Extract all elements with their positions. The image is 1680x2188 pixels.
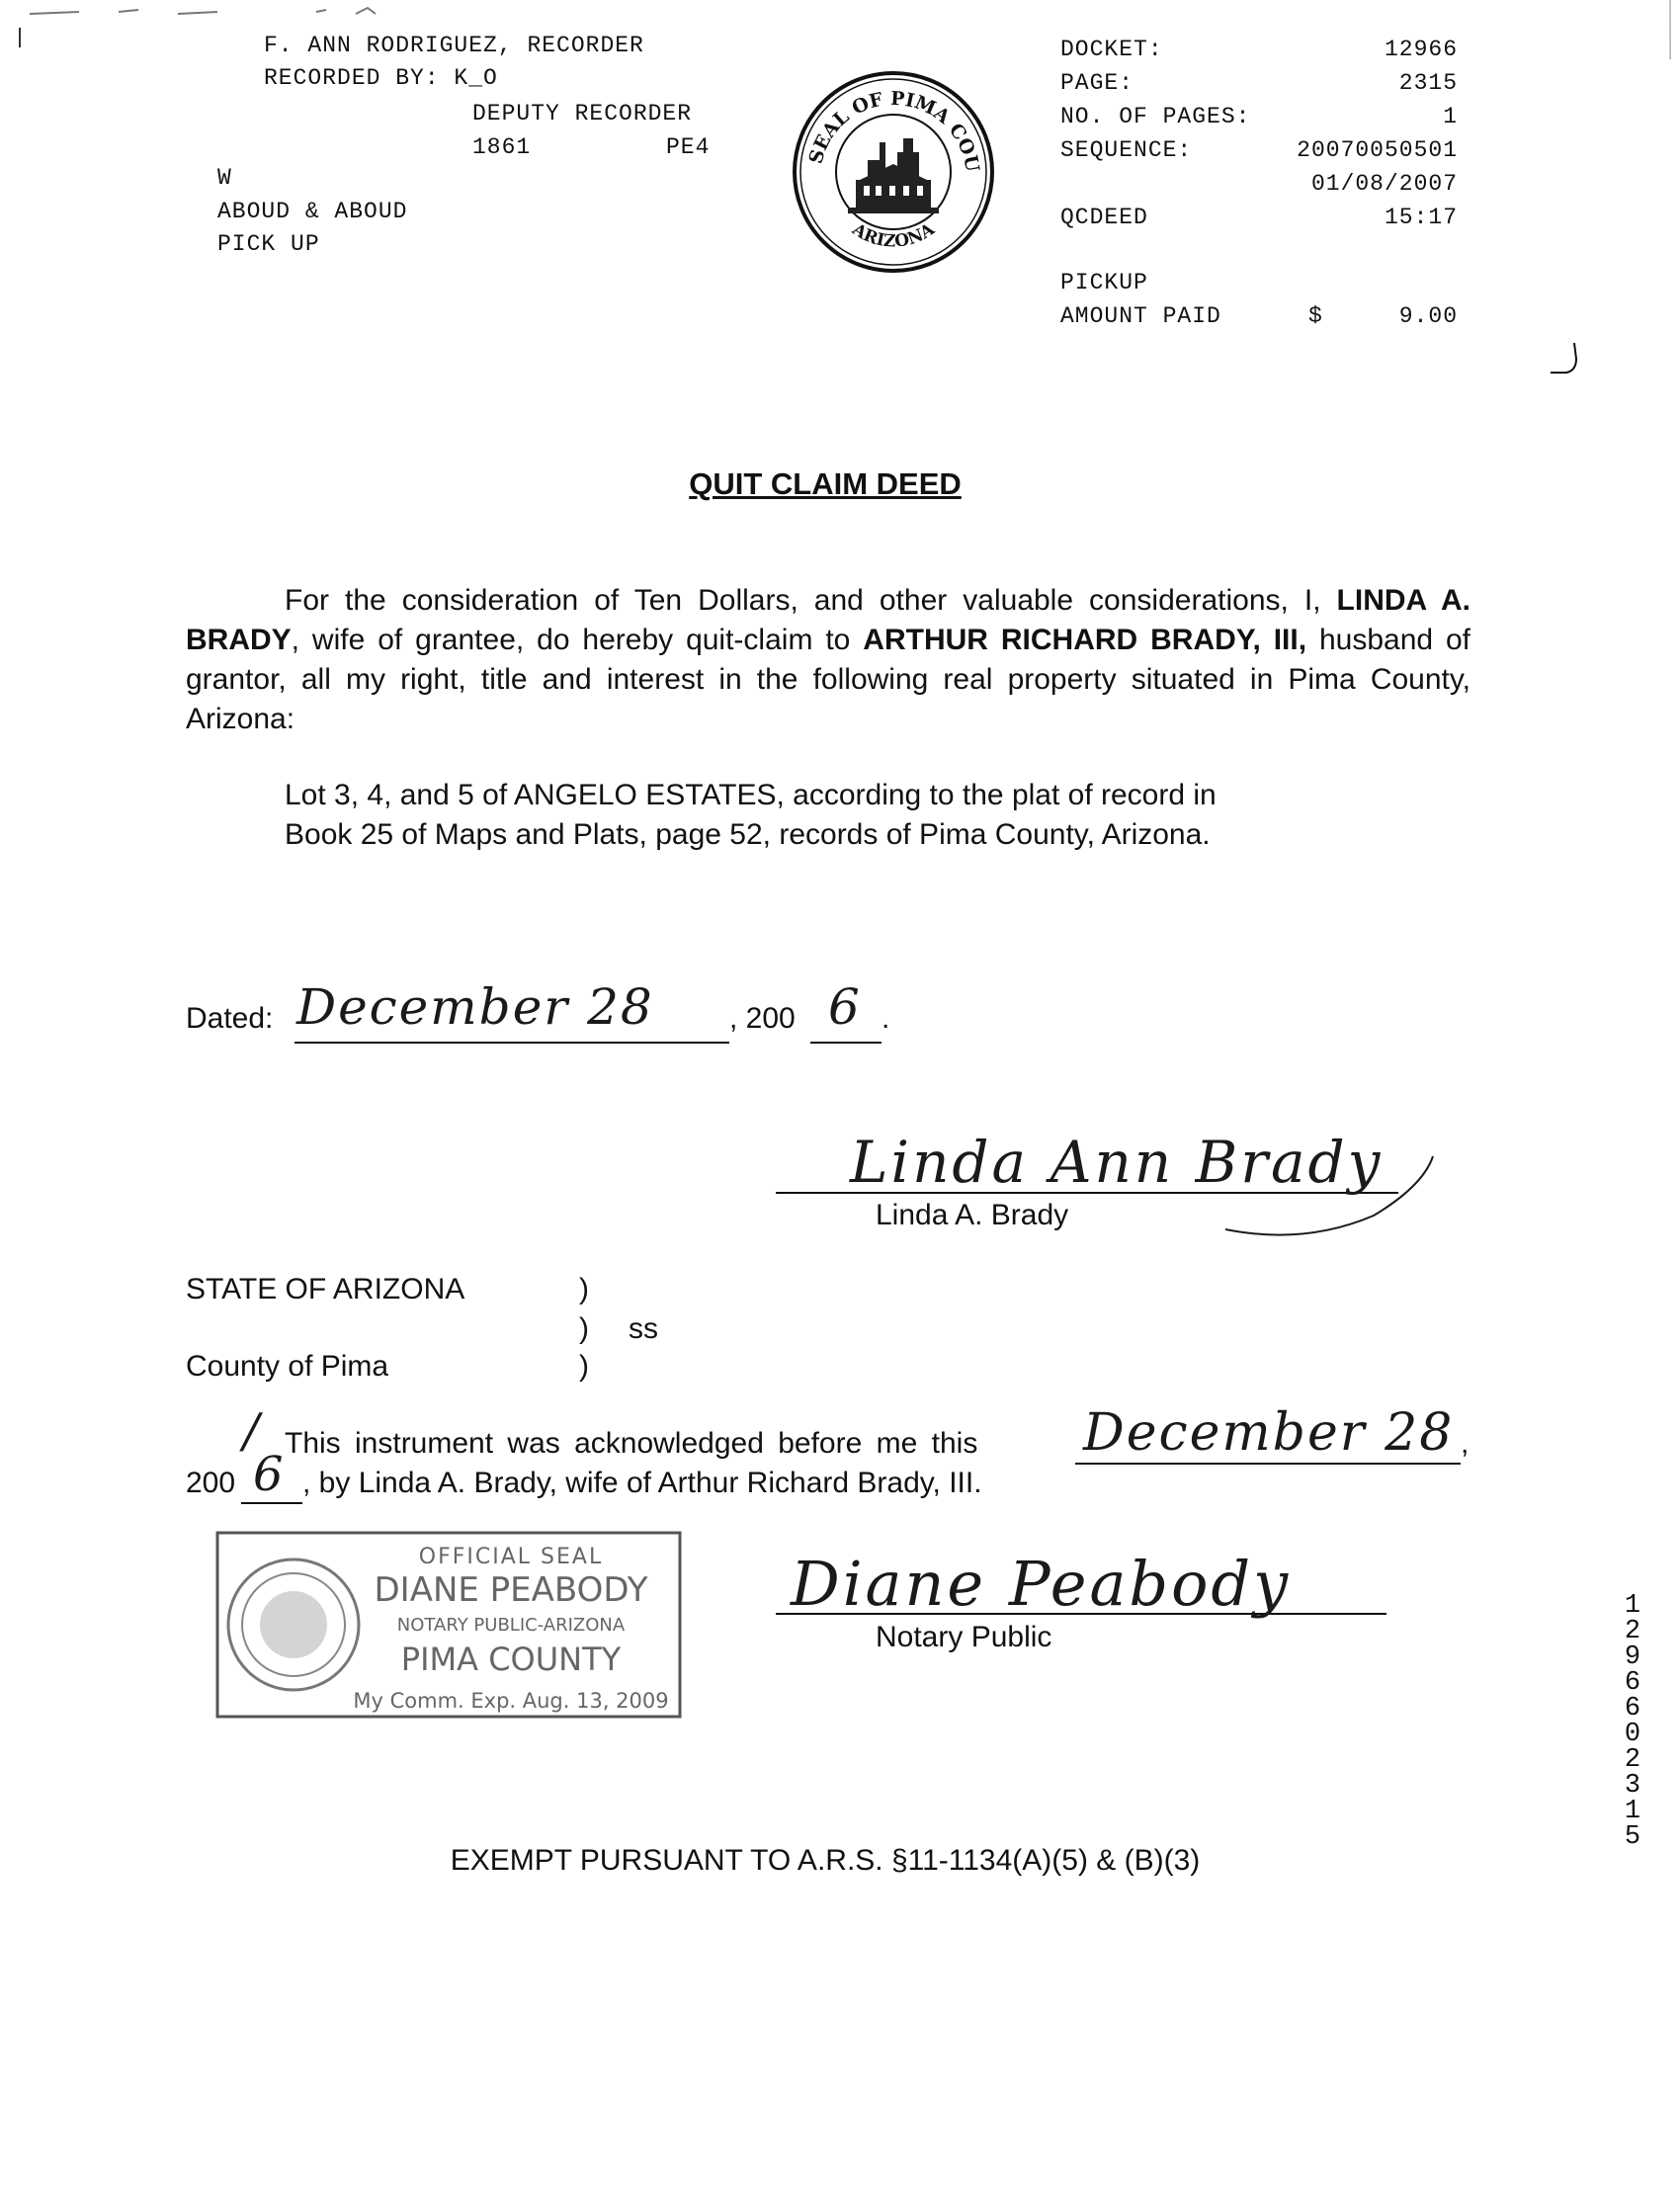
return-to: ABOUD & ABOUD — [217, 199, 408, 224]
ack-year-underline — [241, 1502, 302, 1504]
stamp-county: PIMA COUNTY — [400, 1641, 622, 1678]
paragraph-text-2: , wife of grantee, do hereby quit-claim to — [291, 624, 864, 656]
legal-description-line-2: Book 25 of Maps and Plats, page 52, records of Pima County, Arizona. — [285, 818, 1211, 851]
ack-date-handwritten: December 28 — [1083, 1403, 1455, 1463]
docket-label: DOCKET: — [1060, 37, 1163, 62]
docket-value: 12966 — [1384, 37, 1458, 62]
ack-text-2: , by Linda A. Brady, wife of Arthur Richard Brady, III. — [302, 1467, 982, 1499]
legal-description-line-1: Lot 3, 4, and 5 of ANGELO ESTATES, according to the plat of record in — [285, 779, 1217, 811]
delivery-method: PICK UP — [217, 231, 320, 257]
ack-year-handwritten: 6 — [253, 1447, 284, 1502]
document-type: QCDEED — [1060, 205, 1148, 230]
venue-state: STATE OF ARIZONA — [186, 1273, 465, 1305]
seal-building-icon — [848, 138, 939, 213]
amount-paid-label: AMOUNT PAID — [1060, 303, 1221, 329]
deputy-recorder: DEPUTY RECORDER — [472, 101, 693, 126]
recorder-name: F. ANN RODRIGUEZ, RECORDER — [264, 33, 644, 58]
ack-year-mark: / — [243, 1403, 260, 1459]
num-pages-value: 1 — [1443, 104, 1458, 129]
paragraph-text-3: husband of grantor, all my right, title and interest in the following real property situated in Pima County, Arizona: — [186, 624, 1471, 735]
recording-time: 15:17 — [1384, 205, 1458, 230]
dated-year-handwritten: 6 — [828, 978, 860, 1036]
paragraph-text-1: For the consideration of Ten Dollars, and other valuable considerations, I, — [285, 584, 1337, 617]
notary-signature: Diane Peabody — [791, 1548, 1292, 1620]
legal-description — [285, 776, 1421, 855]
num-pages-label: NO. OF PAGES: — [1060, 104, 1251, 129]
recorder-code-1: 1861 — [472, 134, 532, 160]
page-value: 2315 — [1398, 70, 1458, 96]
grantor-signature: Linda Ann Brady — [850, 1129, 1384, 1196]
side-recording-number: 12966 02315 — [1624, 1591, 1641, 1852]
document-title: QUIT CLAIM DEED — [689, 466, 962, 501]
currency-symbol: $ — [1308, 303, 1323, 329]
signature-flourish — [1225, 1146, 1443, 1245]
notary-stamp — [214, 1530, 683, 1720]
venue-ss: ss — [629, 1312, 658, 1345]
dated-period: . — [882, 1002, 890, 1035]
seal-graphic — [791, 69, 996, 275]
stamp-commission-expiry: My Comm. Exp. Aug. 13, 2009 — [353, 1689, 669, 1713]
county-seal — [791, 69, 996, 275]
ack-text: This instrument was acknowledged before me this — [285, 1427, 978, 1460]
pickup-label: PICKUP — [1060, 270, 1148, 295]
recorded-by: RECORDED BY: K_O — [264, 65, 498, 91]
seal-top-text: SEAL OF PIMA COU — [804, 87, 983, 174]
ack-year-prefix: 200 — [186, 1467, 236, 1499]
ack-comma: , — [1461, 1427, 1470, 1460]
ack-date-underline — [1075, 1463, 1461, 1465]
stamp-notary-name: DIANE PEABODY — [374, 1570, 648, 1610]
grantor-name: LINDA A. BRADY — [186, 584, 1470, 656]
dated-year-underline — [810, 1042, 882, 1044]
venue-paren-3: ) — [579, 1350, 589, 1383]
venue-paren-2: ) — [579, 1312, 589, 1345]
page-label: PAGE: — [1060, 70, 1134, 96]
stamp-jurisdiction: NOTARY PUBLIC-ARIZONA — [396, 1615, 626, 1636]
venue-paren-1: ) — [579, 1273, 589, 1305]
amount-paid-value: 9.00 — [1398, 303, 1458, 329]
dated-handwritten: December 28 — [296, 978, 654, 1036]
signer-name: Linda A. Brady — [876, 1199, 1069, 1231]
recording-date: 01/08/2007 — [1310, 171, 1458, 197]
recorder-mark: W — [217, 165, 232, 191]
exemption-statement: EXEMPT PURSUANT TO A.R.S. §11-1134(A)(5) & (B)(3) — [450, 1844, 1201, 1877]
stamp-official-seal: OFFICIAL SEAL — [418, 1545, 604, 1569]
dated-underline — [294, 1042, 729, 1044]
sequence-value: 20070050501 — [1297, 137, 1458, 163]
venue-county: County of Pima — [186, 1350, 389, 1383]
dated-label: Dated: — [186, 1002, 274, 1035]
dated-year-prefix: , 200 — [729, 1002, 796, 1035]
notary-stamp-graphic — [214, 1530, 683, 1720]
seal-bottom-text: ARIZONA — [848, 219, 939, 252]
consideration-paragraph — [186, 581, 1470, 739]
grantee-name: ARTHUR RICHARD BRADY, III, — [863, 624, 1307, 656]
sequence-label: SEQUENCE: — [1060, 137, 1193, 163]
corner-mark — [1547, 341, 1586, 380]
recorder-code-2: PE4 — [666, 134, 711, 160]
notary-public-label: Notary Public — [876, 1621, 1052, 1653]
